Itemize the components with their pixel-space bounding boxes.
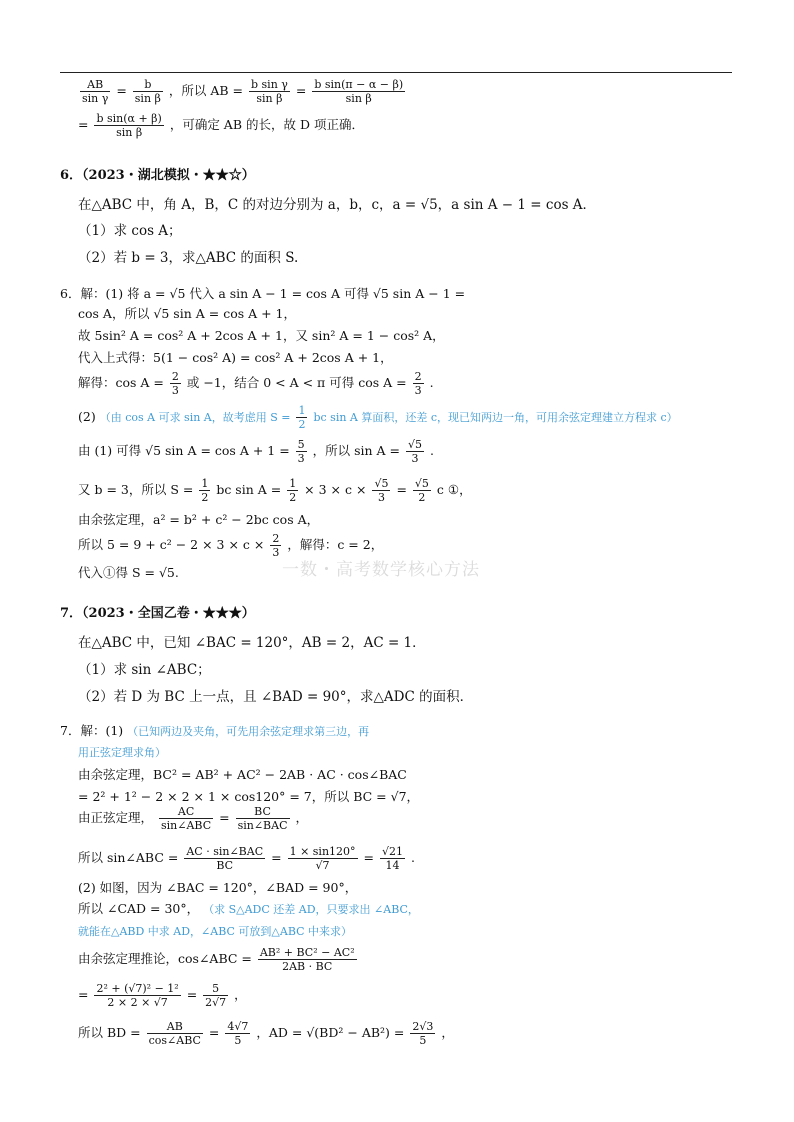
solution-7-line: = 2² + 1² − 2 × 2 × 1 × cos120° = 7，所以 BC = √7， [78,789,420,804]
solution-7-line [78,923,352,940]
fraction: $\frac{1}{2}$ [289,477,297,504]
solution-6-line: 代入①得 S = √5. [78,565,179,580]
fraction: $\frac{5}{2√7}$ [205,982,227,1009]
question-7-part-2: （2）若 D 为 BC 上一点，且 ∠BAD = 90°，求△ADC 的面积． [78,689,474,705]
question-6-part-2: （2）若 b = 3，求△ABC 的面积 S. [78,250,299,266]
solution-7-line: = $\frac{\text{2² + (√7)² − 1²}}{2 \times 2 \times √7}$ = $\frac{5}{2√7}$ ， [78,982,247,1009]
fraction: $\frac{√5}{3}$ [374,477,389,504]
solution-7-line [78,744,166,761]
question-6-heading: 6．（2023・湖北模拟・★★☆） [60,168,255,183]
solution-7-line: 由正弦定理， $\frac{AC}{\text{sin∠ABC}}$ = $\frac{BC}{\text{sin∠BAC}}$ ， [78,805,308,832]
solution-note: （由 cos A 可求 sin A，故考虑用 S = [99,411,291,424]
fraction: $\frac{5}{3}$ [297,438,305,465]
fraction: $\frac{AC}{\text{sin∠ABC}}$ [161,805,212,832]
fraction: $\frac{BC}{\text{sin∠BAC}}$ [237,805,288,832]
solution-6-line: 6．解：(1) 将 a = √5 代入 a sin A − 1 = cos A 可得 √5 sin A − 1 = [60,286,466,301]
header-rule [60,72,732,73]
fraction: $\frac{\text{b sin(π − α − β)}}{\text{sin β}}$ [314,78,404,105]
fraction: $\frac{b}{\text{sin β}}$ [134,78,161,105]
fraction: $\frac{\text{b sin(α + β)}}{\text{sin β}}$ [96,112,162,139]
solution-6-line: 由 (1) 可得 √5 sin A = cos A + 1 = $\frac{5}{3}$ ，所以 sin A = $\frac{√5}{3}$ . [78,438,434,465]
question-6-part-1: （1）求 cos A； [78,223,182,239]
solution-6-line: cos A，所以 √5 sin A = cos A + 1， [78,306,297,321]
fraction: $\frac{2}{3}$ [171,370,179,397]
fraction: $\frac{√5}{2}$ [414,477,429,504]
top-line-2: = $\frac{\text{b sin(α + β)}}{\text{sin β}}$ ，可确定 AB 的长，故 D 项正确． [78,112,364,139]
solution-note: bc sin A 算面积，还差 c，现已知两边一角，可用余弦定理建立方程求 c） [313,411,678,424]
fraction: $\frac{\text{AB² + BC² − AC²}}{2AB \cdot BC}$ [259,946,355,973]
fraction: $\frac{1}{2}$ [298,404,306,431]
question-7-part-1: （1）求 sin ∠ABC； [78,662,211,678]
question-7-stem: 在△ABC 中，已知 ∠BAC = 120°，AB = 2，AC = 1． [78,635,426,651]
fraction: $\frac{2√3}{5}$ [412,1020,434,1047]
top-line-1: $\frac{AB}{\text{sin γ}}$ = $\frac{b}{\text{sin β}}$ ，所以 AB = $\frac{\text{b sin γ}}{\text{sin β}}$ = $\frac{\text{b sin(π − α − β)}}{\text{sin β}}$ [82,78,404,105]
fraction: $\frac{AB}{\text{cos∠ABC}}$ [148,1020,201,1047]
solution-7-line: 由余弦定理推论，cos∠ABC = $\frac{\text{AB² + BC² − AC²}}{2AB \cdot BC}$ [78,946,355,973]
fraction: $\frac{2}{3}$ [414,370,422,397]
solution-note: 用正弦定理求角） [78,746,166,759]
fraction: $\frac{1}{2}$ [201,477,209,504]
solution-7-line: 所以 BD = $\frac{AB}{\text{cos∠ABC}}$ = $\frac{4√7}{5}$ ，AD = √(BD² − AB²) = $\frac{2√3}{5}$ ， [78,1020,454,1047]
watermark: 一数・高考数学核心方法 [282,560,480,580]
solution-6-line: (2) （由 cos A 可求 sin A，故考虑用 S = $\frac{1}{2}$ bc sin A 算面积，还差 c，现已知两边一角，可用余弦定理建立方程求 c） [78,404,678,431]
fraction: $\frac{\text{2² + (√7)² − 1²}}{2 \times 2 \times √7}$ [96,982,179,1009]
fraction: $\frac{\text{b sin γ}}{\text{sin β}}$ [251,78,288,105]
solution-6-line: 由余弦定理，a² = b² + c² − 2bc cos A， [78,512,320,527]
solution-note: （求 S△ADC 还差 AD，只要求出 ∠ABC， [203,903,419,916]
solution-7-line: 由余弦定理，BC² = AB² + AC² − 2AB · AC · cos∠BAC [78,767,407,782]
solution-6-line: 解得：cos A = $\frac{2}{3}$ 或 −1，结合 0 < A < π 可得 cos A = $\frac{2}{3}$ . [78,370,434,397]
fraction: $\frac{√5}{3}$ [408,438,423,465]
solution-7-line: 所以 ∠CAD = 30°， （求 S△ADC 还差 AD，只要求出 ∠ABC， [78,901,419,916]
solution-6-line: 又 b = 3，所以 S = $\frac{1}{2}$ bc sin A = $\frac{1}{2}$ × 3 × c × $\frac{√5}{3}$ = $\frac{√5}{2}$ c ①， [78,477,472,504]
solution-note: 就能在△ABD 中求 AD，∠ABC 可放到△ABC 中来求） [78,925,353,938]
solution-7-line: (2) 如图，因为 ∠BAC = 120°，∠BAD = 90°， [78,880,358,895]
fraction: $\frac{1 \times \sin 120^\circ}{√7}$ [289,845,356,872]
solution-6-line: 代入上式得：5(1 − cos² A) = cos² A + 2cos A + 1， [78,350,393,365]
fraction: $\frac{√21}{14}$ [381,845,403,872]
solution-7-line: 7．解：(1) （已知两边及夹角，可先用余弦定理求第三边，再 [60,723,370,738]
solution-6-line: 所以 5 = 9 + c² − 2 × 3 × c × $\frac{2}{3}$ ，解得：c = 2， [78,532,384,559]
fraction: $\frac{4√7}{5}$ [227,1020,249,1047]
solution-6-line: 故 5sin² A = cos² A + 2cos A + 1，又 sin² A = 1 − cos² A， [78,328,445,343]
solution-7-line: 所以 sin∠ABC = $\frac{\text{AC · sin∠BAC}}{BC}$ = $\frac{1 \times \sin 120^\circ}{√7}$ = $\frac{√21}{14}$ . [78,845,415,872]
solution-note: （已知两边及夹角，可先用余弦定理求第三边，再 [127,725,370,738]
fraction: $\frac{AB}{\text{sin γ}}$ [82,78,109,105]
fraction: $\frac{2}{3}$ [272,532,280,559]
question-7-heading: 7．（2023・全国乙卷・★★★） [60,606,255,621]
question-6-stem: 在△ABC 中，角 A，B，C 的对边分别为 a，b，c，a = √5，a sin A − 1 = cos A． [78,197,597,213]
fraction: $\frac{\text{AC · sin∠BAC}}{BC}$ [186,845,264,872]
